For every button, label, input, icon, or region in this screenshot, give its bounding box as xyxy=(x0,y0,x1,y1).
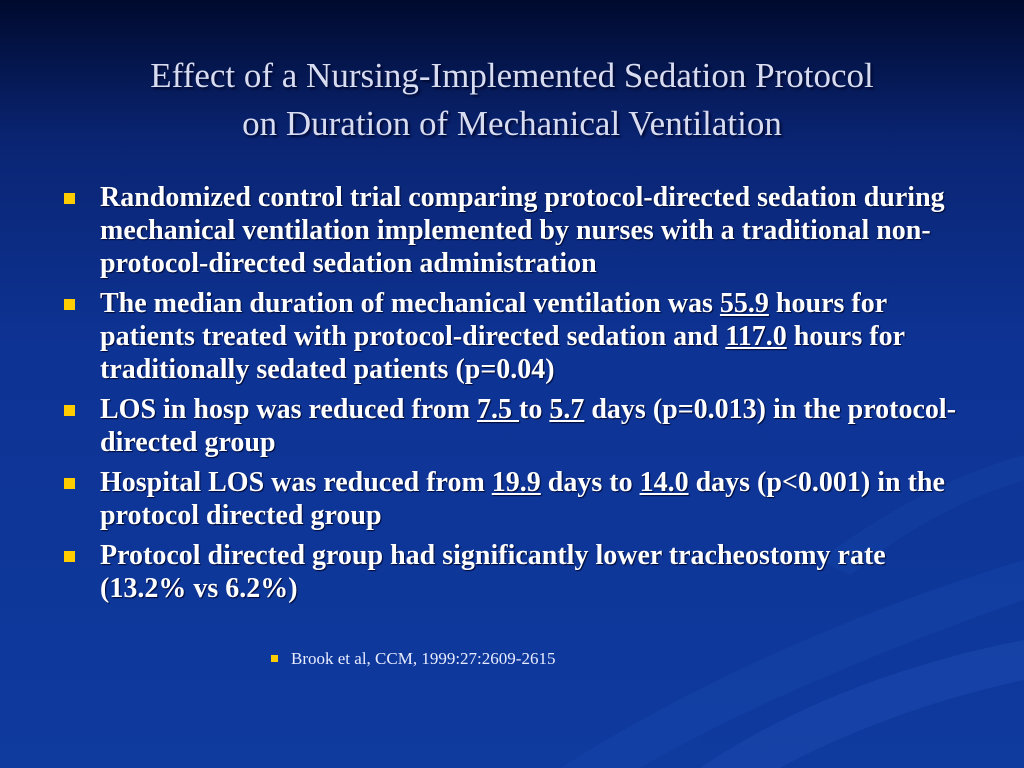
value-protocol-hours: 55.9 xyxy=(719,288,769,319)
citation-text: Brook et al, CCM, 1999:27:2609-2615 xyxy=(291,649,556,668)
value-hospital-los-after: 14.0 xyxy=(639,467,689,498)
bullet-text-mid: days to xyxy=(540,467,640,498)
value-los-before: 7.5 xyxy=(477,394,520,425)
bullet-text-mid: hours for patients treated with protocol-directed sedation and xyxy=(100,288,887,352)
bullet-text-pre: The median duration of mechanical ventilation was xyxy=(100,288,720,319)
square-bullet-icon xyxy=(64,405,75,416)
slide-title-line-1: Effect of a Nursing-Implemented Sedation Protocol xyxy=(150,56,874,95)
bullet-list xyxy=(62,181,962,612)
bullet-text-mid: to xyxy=(519,394,550,425)
bullet-item-tracheostomy xyxy=(62,539,962,605)
square-bullet-icon xyxy=(64,478,75,489)
square-bullet-icon xyxy=(64,551,75,562)
slide-title xyxy=(40,52,984,148)
square-bullet-icon xyxy=(271,655,278,662)
bullet-item-study-design xyxy=(62,181,962,280)
bullet-text-post: days (p<0.001) in the protocol directed group xyxy=(100,467,945,531)
value-hospital-los-before: 19.9 xyxy=(491,467,541,498)
bullet-item-los-hosp xyxy=(62,393,962,459)
value-los-after: 5.7 xyxy=(549,394,585,425)
square-bullet-icon xyxy=(64,193,75,204)
slide-title-line-2: on Duration of Mechanical Ventilation xyxy=(242,104,782,143)
bullet-item-hospital-los xyxy=(62,466,962,532)
bullet-text-post: days (p=0.013) in the protocol-directed group xyxy=(100,394,957,458)
bullet-text-post: hours for traditionally sedated patients (p=0.04) xyxy=(100,321,905,385)
citation xyxy=(271,648,555,670)
bullet-text-pre: LOS in hosp was reduced from xyxy=(100,394,478,425)
bullet-text-pre: Hospital LOS was reduced from xyxy=(100,467,492,498)
value-traditional-hours: 117.0 xyxy=(725,321,787,352)
square-bullet-icon xyxy=(64,299,75,310)
bullet-item-median-duration xyxy=(62,287,962,386)
bullet-text: Randomized control trial comparing protocol-directed sedation during mechanical ventilation implemented by nurses with a traditional non-protocol-directed sedation administration xyxy=(100,182,945,279)
bullet-text: Protocol directed group had significantly lower tracheostomy rate (13.2% vs 6.2%) xyxy=(100,540,886,604)
